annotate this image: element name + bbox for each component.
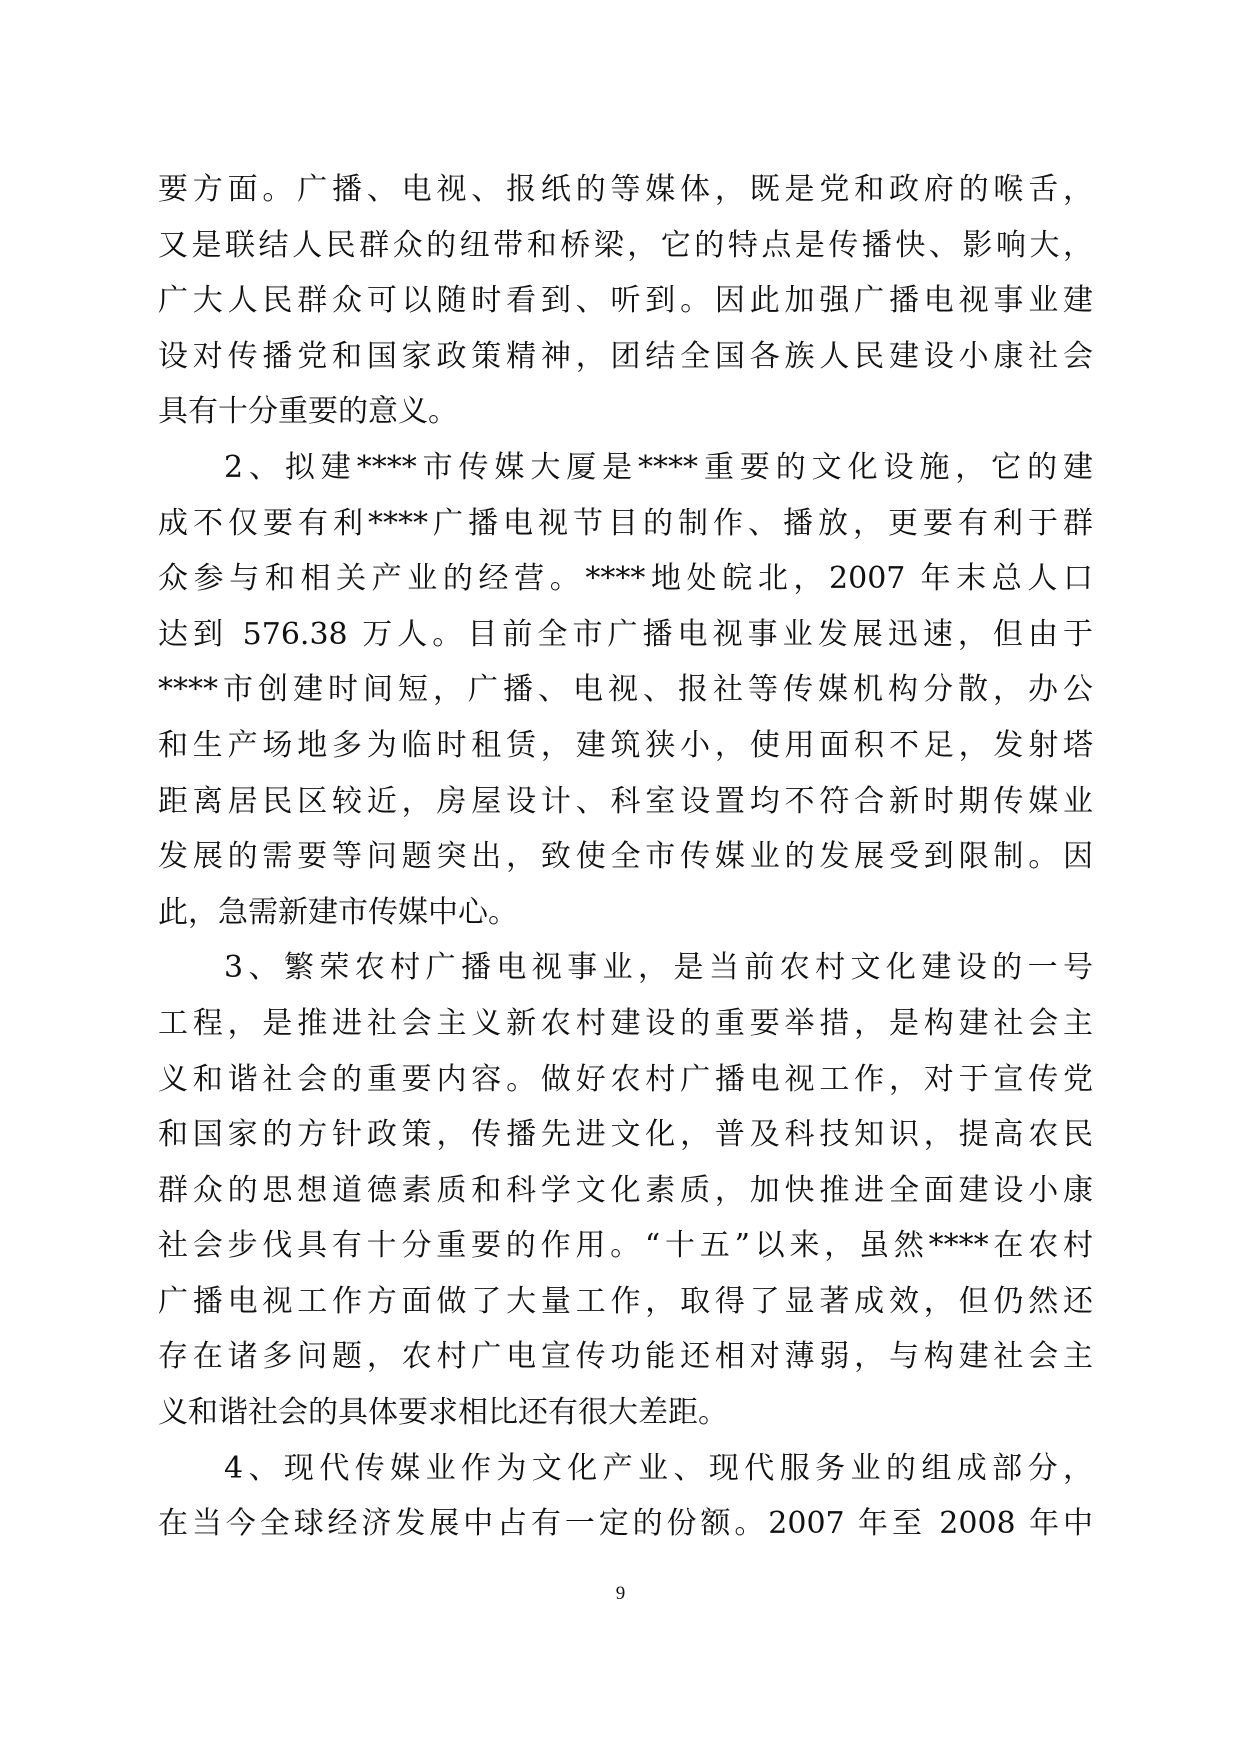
text-line: 广大人民群众可以随时看到、听到。因此加强广播电视事业建 bbox=[158, 283, 1093, 319]
text-line: 距离居民区较近，房屋设计、科室设置均不符合新时期传媒业 bbox=[158, 783, 1093, 819]
text-line: 设对传播党和国家政策精神，团结全国各族人民建设小康社会 bbox=[158, 338, 1093, 374]
text-line: 发展的需要等问题突出，致使全市传媒业的发展受到限制。因 bbox=[158, 839, 1093, 875]
text-line: 群众的思想道德素质和科学文化素质，加快推进全面建设小康 bbox=[158, 1172, 1093, 1208]
text-line: 达到 576.38 万人。目前全市广播电视事业发展迅速，但由于 bbox=[158, 616, 1093, 652]
text-line: ****市创建时间短，广播、电视、报社等传媒机构分散，办公 bbox=[158, 672, 1093, 708]
text-line: 广播电视工作方面做了大量工作，取得了显著成效，但仍然还 bbox=[158, 1283, 1093, 1319]
text-line: 要方面。广播、电视、报纸的等媒体，既是党和政府的喉舌， bbox=[158, 172, 1093, 207]
text-line: 存在诸多问题，农村广电宣传功能还相对薄弱，与构建社会主 bbox=[158, 1339, 1093, 1375]
text-line: 和国家的方针政策，传播先进文化，普及科技知识，提高农民 bbox=[158, 1117, 1093, 1153]
text-line: 义和谐社会的具体要求相比还有很大差距。 bbox=[158, 1395, 728, 1431]
text-line: 义和谐社会的重要内容。做好农村广播电视工作，对于宣传党 bbox=[158, 1061, 1093, 1097]
text-line: 工程，是推进社会主义新农村建设的重要举措，是构建社会主 bbox=[158, 1005, 1093, 1041]
text-line: 和生产场地多为临时租赁，建筑狭小，使用面积不足，发射塔 bbox=[158, 727, 1093, 763]
body-text bbox=[158, 162, 1093, 1552]
text-line: 在当今全球经济发展中占有一定的份额。2007 年至 2008 年中 bbox=[158, 1506, 1093, 1542]
text-line: 成不仅要有利****广播电视节目的制作、播放，更要有利于群 bbox=[158, 505, 1093, 541]
text-line: 此，急需新建市传媒中心。 bbox=[158, 894, 518, 930]
text-line: 社会步伐具有十分重要的作用。“十五”以来，虽然****在农村 bbox=[158, 1228, 1093, 1264]
text-line: 4、现代传媒业作为文化产业、现代服务业的组成部分， bbox=[224, 1450, 1093, 1486]
text-line: 众参与和相关产业的经营。****地处皖北，2007 年末总人口 bbox=[158, 561, 1093, 597]
text-line: 2、拟建****市传媒大厦是****重要的文化设施，它的建 bbox=[224, 449, 1093, 485]
page-number: 9 bbox=[615, 1583, 626, 1604]
text-line: 又是联结人民群众的纽带和桥梁，它的特点是传播快、影响大， bbox=[158, 227, 1093, 263]
text-line: 3、繁荣农村广播电视事业，是当前农村文化建设的一号 bbox=[224, 950, 1093, 986]
text-line: 具有十分重要的意义。 bbox=[158, 394, 458, 430]
